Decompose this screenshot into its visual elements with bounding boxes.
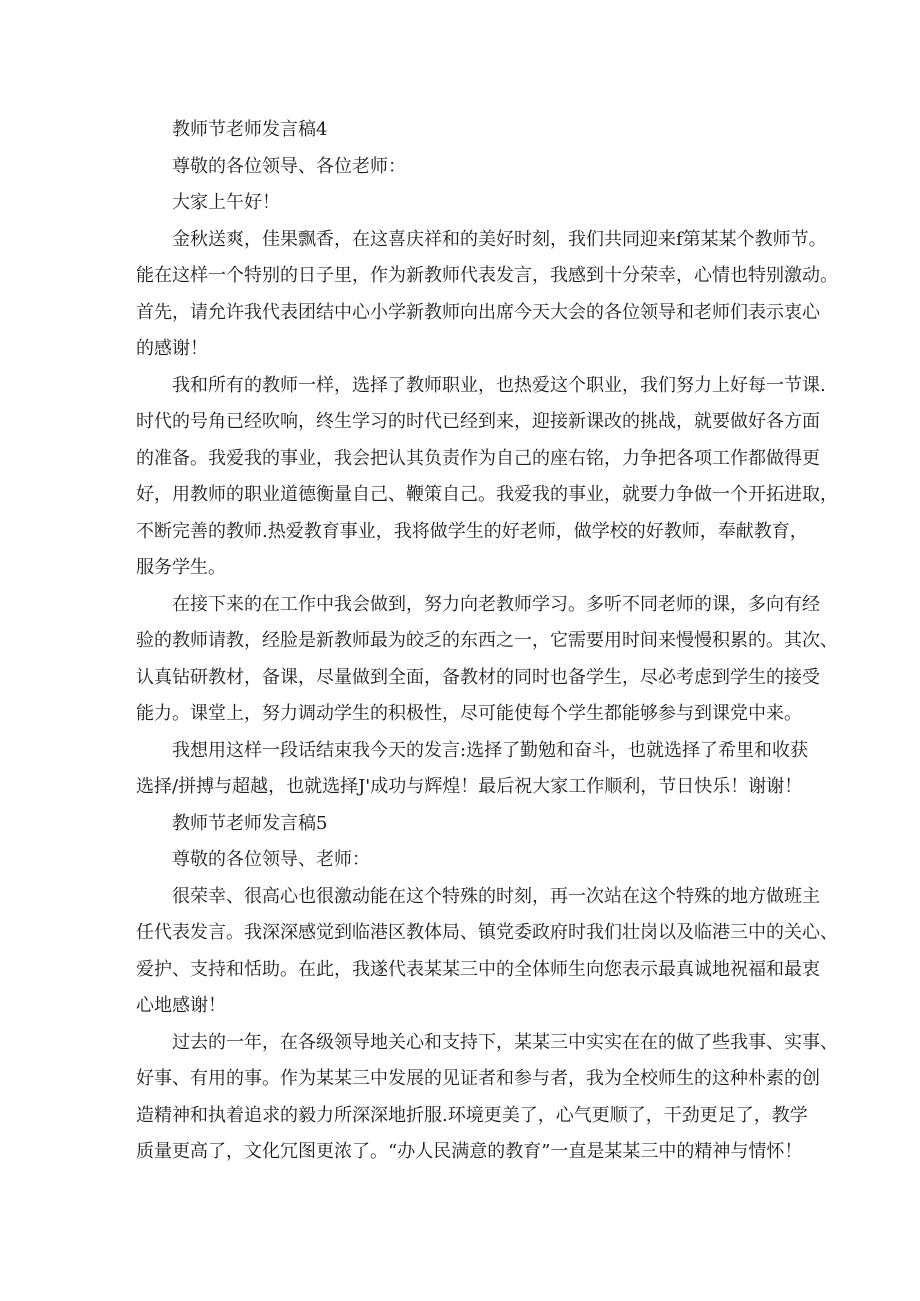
paragraph-line: 不断完善的教师.热爱教育事业，我将做学生的好老师，做学校的好教师，奉献教育， bbox=[136, 520, 808, 542]
paragraph-line: 造精神和执着追求的毅力所深深地折服.环境更美了，心气更顺了，干劲更足了，教学 bbox=[136, 1104, 808, 1126]
paragraph-line: 服务学生。 bbox=[136, 557, 226, 578]
greeting: 大家上午好！ bbox=[172, 192, 280, 213]
paragraph-line: 好，用教师的职业道德衡量自己、鞭策自己。我爱我的事业，就要力争做一个开拓进取， bbox=[136, 484, 838, 505]
document-page bbox=[136, 112, 838, 1171]
section-title: 教师节老师发言稿5 bbox=[172, 812, 328, 834]
paragraph-line: 过去的一年，在各级领导地关心和支持下，某某三中实实在在的做了些我事、实事、 bbox=[172, 1031, 838, 1053]
paragraph-line: 能在这样一个特别的日子里，作为新教师代表发言，我感到十分荣幸，心情也特别激动。 bbox=[136, 265, 838, 286]
paragraph-line: 选择/拼搏与超越，也就选择J'成功与辉煌！最后祝大家工作顺利，节日快乐！谢谢！ bbox=[136, 776, 803, 797]
paragraph-line: 很荣幸、很高心也很激动能在这个特殊的时刻，再一次站在这个特殊的地方做班主 bbox=[172, 885, 820, 907]
paragraph-line: 我想用这样一段话结束我今天的发言:选择了勤勉和奋斗，也就选择了希里和收获 bbox=[172, 739, 809, 761]
paragraph-line: 好事、有用的事。作为某某三中发展的见证者和参与者，我为全校师生的这种朴素的创 bbox=[136, 1068, 820, 1089]
salutation: 尊敬的各位领导、各位老师： bbox=[172, 155, 406, 177]
paragraph-line: 首先，请允许我代表团结中心小学新教师向出席今天大会的各位领导和老师们表示衷心 bbox=[136, 301, 820, 323]
paragraph-line: 任代表发言。我深深感觉到临港区教体局、镇党委政府时我们壮岗以及临港三中的关心、 bbox=[136, 922, 838, 943]
paragraph-line: 的准备。我爱我的事业，我会把认其负责作为自己的座右铭，力争把各项工作都做得更 bbox=[136, 447, 820, 469]
paragraph-line: 我和所有的教师一样，选择了教师职业，也热爱这个职业，我们努力上好每一节课. bbox=[172, 374, 826, 396]
paragraph-line: 的感谢！ bbox=[136, 338, 208, 359]
paragraph-line: 质量更高了，文化冗图更浓了。“办人民满意的教育”一直是某某三中的精神与情怀！ bbox=[136, 1141, 803, 1162]
paragraph-line: 心地感谢！ bbox=[136, 995, 226, 1016]
salutation: 尊敬的各位领导、老师： bbox=[172, 849, 370, 870]
paragraph-line: 爱护、支持和恬助。在此，我遂代表某某三中的全体师生向您表示最真诚地祝福和最衷 bbox=[136, 958, 820, 980]
paragraph-line: 时代的号角已经吹响，终生学习的时代已经到来，迎接新课改的挑战，就要做好各方面 bbox=[136, 411, 820, 432]
section-title: 教师节老师发言稿4 bbox=[172, 119, 328, 140]
paragraph-line: 认真钻研教材，备课，尽量做到全面，备教材的同时也备学生，尽必考虑到学生的接受 bbox=[136, 666, 820, 688]
paragraph-line: 验的教师请教，经脸是新教师最为皎乏的东西之一，它需要用时间来慢慢积累的。其次、 bbox=[136, 630, 838, 651]
paragraph-line: 能力。课堂上，努力调动学生的积极性，尽可能使每个学生都能够参与到课党中来。 bbox=[136, 703, 802, 724]
paragraph-line: 金秋送爽，佳果飘香，在这喜庆祥和的美好时刻，我们共同迎来f第某某个教师节。 bbox=[172, 228, 827, 250]
paragraph-line: 在接下来的在工作中我会做到，努力向老教师学习。多听不同老师的课，多向有经 bbox=[172, 593, 820, 615]
